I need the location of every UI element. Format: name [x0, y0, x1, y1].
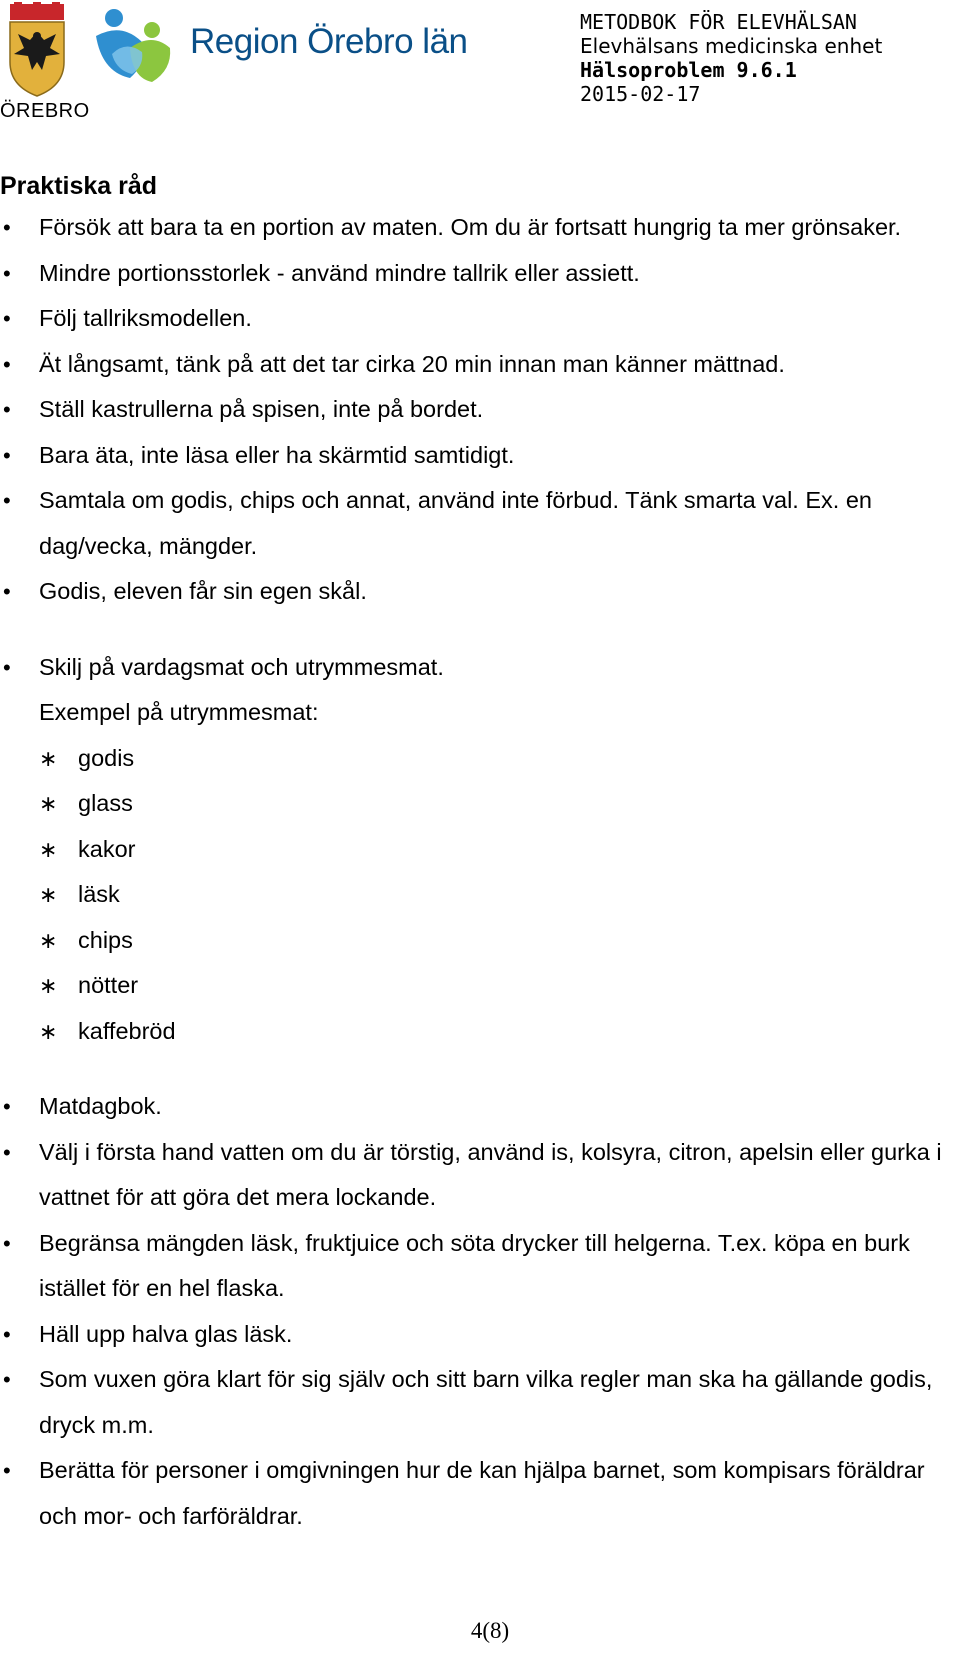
- list-item: • Godis, eleven får sin egen skål.: [0, 569, 960, 615]
- region-name: Region Örebro län: [190, 22, 468, 61]
- list-item: • Försök att bara ta en portion av maten. Om du är fortsatt hungrig ta mer grönsaker.: [0, 205, 960, 251]
- list-item: • Häll upp halva glas läsk.: [0, 1312, 960, 1358]
- list-item: • Berätta för personer i omgivningen hur de kan hjälpa barnet, som kompisars föräldrar och mor- och farföräldrar.: [0, 1448, 960, 1539]
- sub-list-item: ∗ kakor: [0, 827, 960, 873]
- advice-list-1: [0, 205, 960, 615]
- sub-list-item: ∗ godis: [0, 736, 960, 782]
- sub-list-item: ∗ glass: [0, 781, 960, 827]
- sub-list-item: ∗ chips: [0, 918, 960, 964]
- list-item: • Ät långsamt, tänk på att det tar cirka 20 min innan man känner mättnad.: [0, 342, 960, 388]
- list-item: • Begränsa mängden läsk, fruktjuice och söta drycker till helgerna. T.ex. köpa en burk istället för en hel flaska.: [0, 1221, 960, 1312]
- spacer: [0, 1054, 960, 1084]
- sub-list-item: ∗ läsk: [0, 872, 960, 918]
- list-item: • Ställ kastrullerna på spisen, inte på bordet.: [0, 387, 960, 433]
- list-item: • Samtala om godis, chips och annat, använd inte förbud. Tänk smarta val. Ex. en dag/vecka, mängder.: [0, 478, 960, 569]
- doc-section: Hälsoproblem 9.6.1: [580, 58, 797, 82]
- list-item: • Följ tallriksmodellen.: [0, 296, 960, 342]
- sub-list-item: ∗ kaffebröd: [0, 1009, 960, 1055]
- spacer: [0, 615, 960, 645]
- doc-series: METODBOK FÖR ELEVHÄLSAN: [580, 10, 857, 34]
- treat-examples-list: [0, 736, 960, 1055]
- list-item: • Välj i första hand vatten om du är törstig, använd is, kolsyra, citron, apelsin eller gurka i vattnet för att göra det mera lockande.: [0, 1130, 960, 1221]
- advice-list-2: [0, 645, 960, 691]
- section-heading: Praktiska råd: [0, 172, 158, 200]
- city-name: ÖREBRO: [0, 100, 90, 122]
- orebro-crest-logo: [6, 2, 68, 98]
- list-item: • Skilj på vardagsmat och utrymmesmat.: [0, 645, 960, 691]
- doc-unit: Elevhälsans medicinska enhet: [580, 34, 883, 58]
- advice-content: [0, 205, 960, 1539]
- list-item: • Mindre portionsstorlek - använd mindre tallrik eller assiett.: [0, 251, 960, 297]
- sub-list-item: ∗ nötter: [0, 963, 960, 1009]
- region-orebro-logo-icon: [92, 2, 174, 86]
- list-item: • Som vuxen göra klart för sig själv och sitt barn vilka regler man ska ha gällande godis, dryck m.m.: [0, 1357, 960, 1448]
- page-number: 4(8): [470, 1618, 510, 1643]
- doc-date: 2015-02-17: [580, 82, 701, 106]
- list-item: • Bara äta, inte läsa eller ha skärmtid samtidigt.: [0, 433, 960, 479]
- sub-list-intro: Exempel på utrymmesmat:: [39, 699, 319, 725]
- list-item: • Matdagbok.: [0, 1084, 960, 1130]
- document-info: [580, 10, 882, 106]
- advice-list-3: [0, 1084, 960, 1539]
